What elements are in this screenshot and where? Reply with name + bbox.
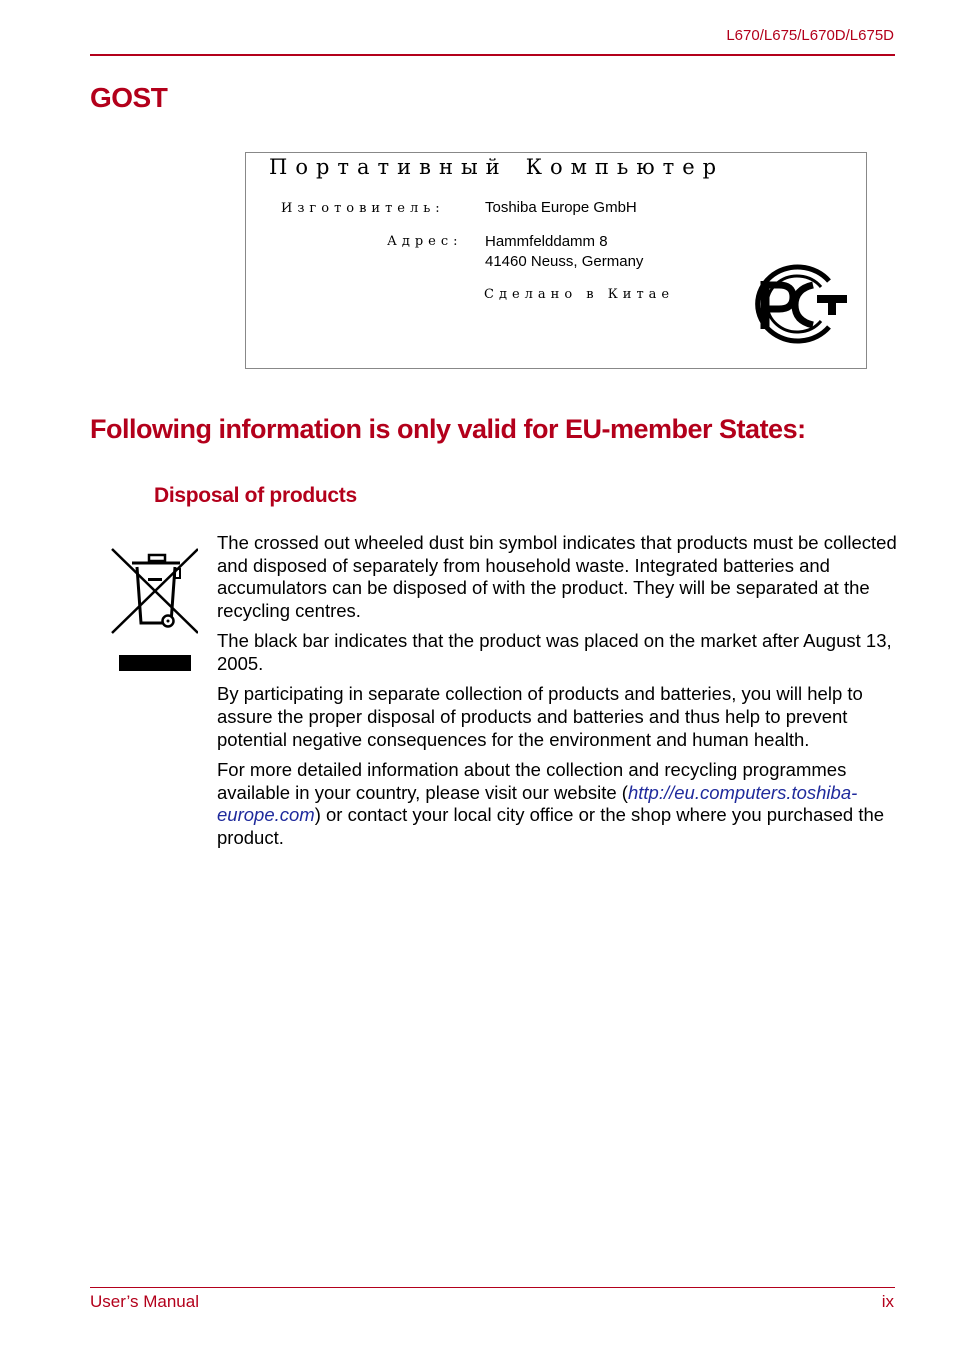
footer-manual-title: User’s Manual [90, 1292, 199, 1311]
footer-divider [90, 1287, 895, 1288]
gost-manufacturer-label: Изготовитель: [281, 201, 445, 216]
gost-address-label: Адрес: [387, 234, 463, 249]
paragraph-4-intro: For more detailed information about the collection and recycling programmes available in your country, please visit our website ( [217, 758, 847, 803]
disposal-body [217, 532, 897, 857]
gost-title-word-2: Компьютер [525, 155, 725, 179]
gost-manufacturer-value: Toshiba Europe GmbH [485, 199, 637, 216]
paragraph-4-outro: ) or contact your local city office or the shop where you purchased the product. [217, 804, 885, 848]
gost-certificate-box [245, 152, 867, 369]
header-divider [90, 54, 895, 56]
gost-made-in-china: Сделано в Китае [484, 287, 675, 302]
crossed-out-wheeled-bin-icon [108, 541, 198, 671]
eu-states-heading: Following information is only valid for EU-member States: [90, 414, 806, 444]
gost-address-value [485, 232, 643, 272]
gost-address-line-1: Hammfelddamm 8 [485, 233, 608, 250]
disposal-heading: Disposal of products [154, 484, 357, 507]
disposal-paragraph-4 [217, 759, 897, 850]
gost-address-line-2: 41460 Neuss, Germany [485, 253, 644, 270]
gost-title-word-1: Портативный [269, 155, 508, 179]
footer-page-number: ix [881, 1292, 894, 1311]
pct-certification-logo-icon [743, 263, 853, 345]
disposal-paragraph-3: By participating in separate collection of products and batteries, you will help to assure the proper disposal of products and batteries and thus help to prevent potential negative consequences for the environment and human health. [217, 683, 863, 750]
gost-product-title [269, 155, 724, 179]
toshiba-website-link[interactable]: http://eu.computers.toshiba-europe.com [217, 781, 858, 826]
disposal-paragraph-1: The crossed out wheeled dust bin symbol indicates that products must be collected and disposed of separately from household waste. Integrated batteries and accumulators can be disposed of with the product. They will be separated at the recycling centres. [217, 532, 897, 622]
gost-heading: GOST [90, 82, 168, 113]
disposal-paragraph-2: The black bar indicates that the product was placed on the market after August 13, 2005. [217, 630, 892, 675]
header-model-numbers: L670/L675/L670D/L675D [726, 27, 894, 44]
